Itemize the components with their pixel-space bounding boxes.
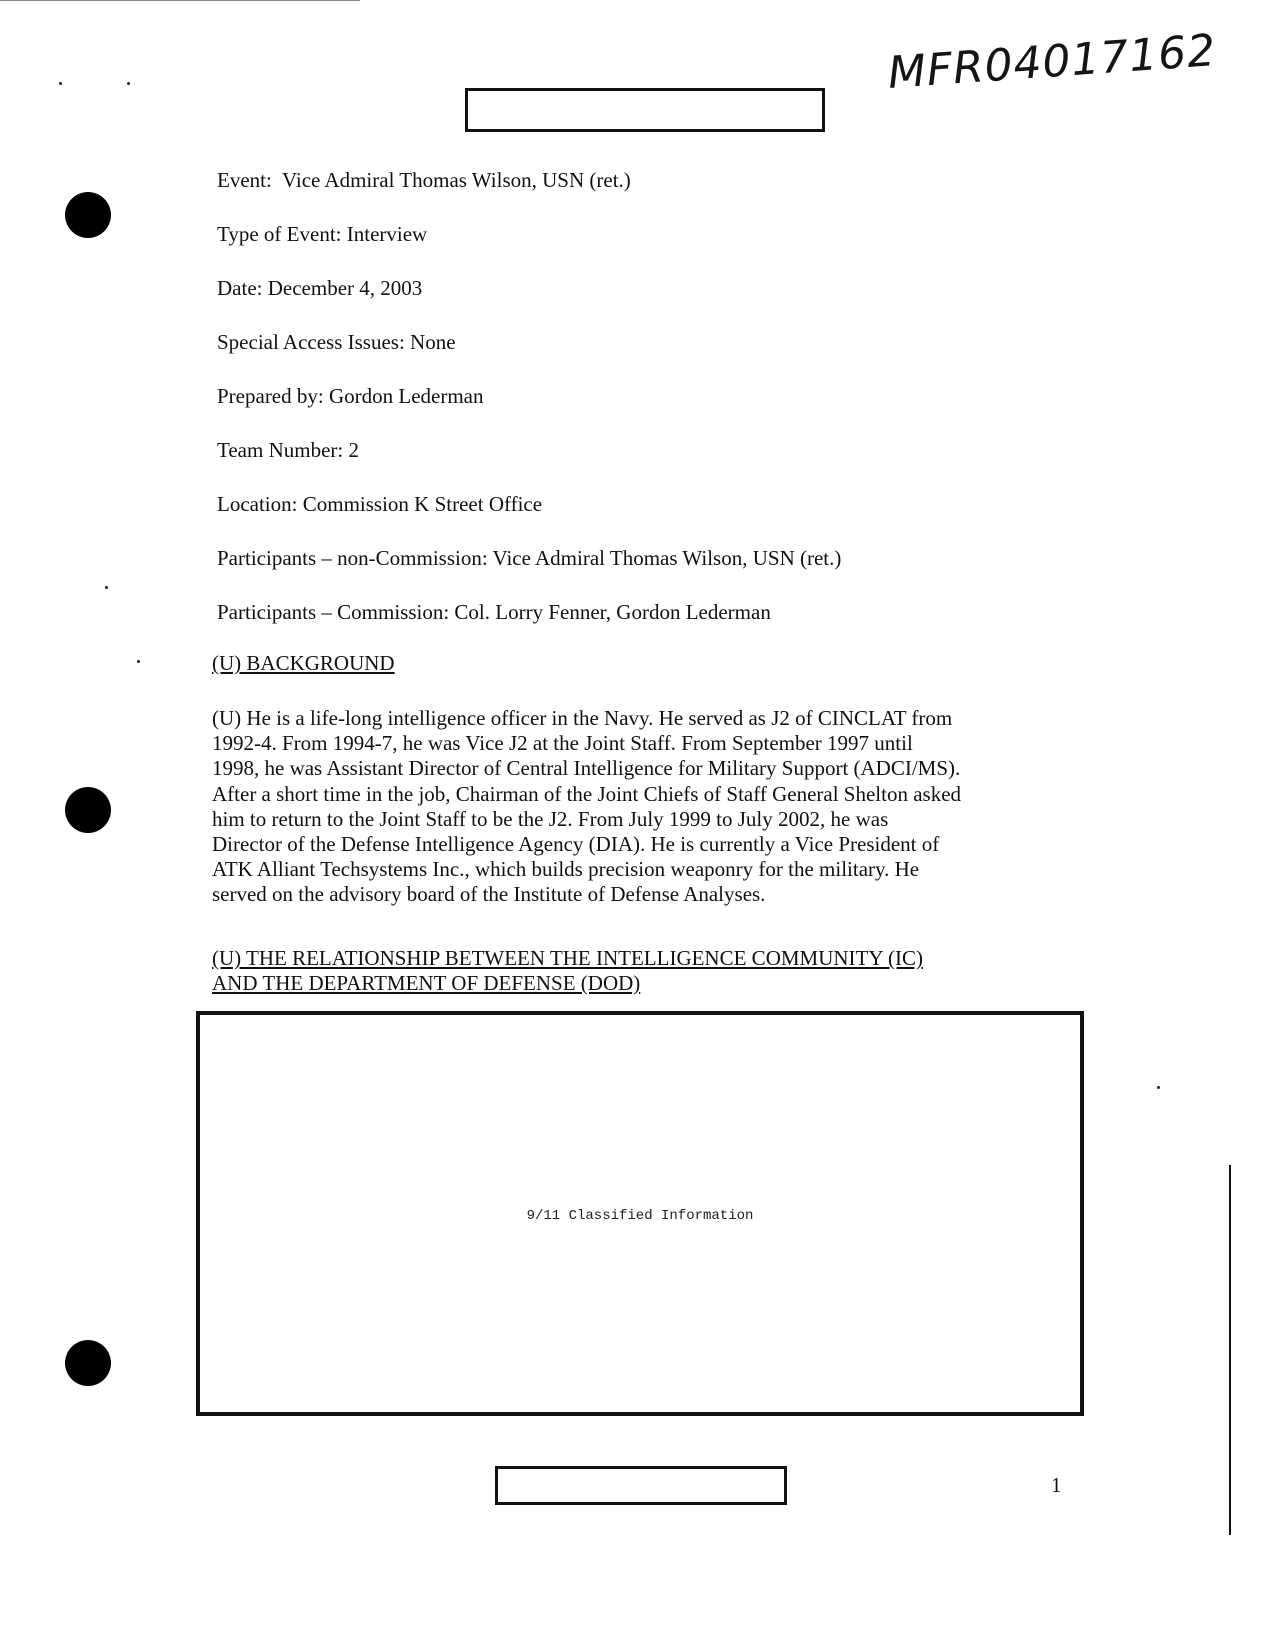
paragraph-line: Director of the Defense Intelligence Agency (DIA). He is currently a Vice President of	[212, 832, 940, 857]
paragraph-line: 1998, he was Assistant Director of Central Intelligence for Military Support (ADCI/MS).	[212, 756, 961, 781]
punch-hole-top	[65, 192, 111, 238]
field-label: Type of Event:	[217, 222, 342, 246]
punch-hole-middle	[65, 787, 111, 833]
field-special-access	[217, 329, 456, 355]
paragraph-line: served on the advisory board of the Institute of Defense Analyses.	[212, 882, 766, 907]
field-value: Interview	[346, 222, 428, 246]
scan-speck	[59, 82, 62, 85]
paragraph-line: (U) He is a life-long intelligence officer in the Navy. He served as J2 of CINCLAT from	[212, 706, 953, 730]
background-heading: (U) BACKGROUND	[212, 651, 395, 675]
field-type-of-event	[217, 221, 427, 247]
field-label: Prepared by:	[217, 384, 324, 408]
relationship-heading-line-1: (U) THE RELATIONSHIP BETWEEN THE INTELLIGENCE COMMUNITY (IC)	[212, 946, 923, 970]
field-value: Vice Admiral Thomas Wilson, USN (ret.)	[281, 168, 631, 192]
field-label: Team Number:	[217, 438, 344, 462]
field-label: Date:	[217, 276, 263, 300]
field-date	[217, 275, 422, 301]
field-participants-commission	[217, 599, 771, 625]
page-number: 1	[1051, 1473, 1062, 1497]
scan-speck	[137, 660, 140, 663]
field-value: Vice Admiral Thomas Wilson, USN (ret.)	[492, 546, 842, 570]
background-paragraph	[212, 706, 1072, 908]
field-participants-non-commission	[217, 545, 841, 571]
redaction-box-classified	[196, 1011, 1084, 1416]
field-label: Event:	[217, 168, 272, 192]
field-label: Participants – non-Commission:	[217, 546, 488, 570]
field-prepared-by	[217, 383, 484, 409]
punch-hole-bottom	[65, 1340, 111, 1386]
field-value: Gordon Lederman	[328, 384, 484, 408]
paragraph-line: ATK Alliant Techsystems Inc., which builds precision weaponry for the military. He	[212, 857, 920, 882]
field-location	[217, 491, 542, 517]
field-value: Commission K Street Office	[302, 492, 543, 516]
relationship-heading-line-2: AND THE DEPARTMENT OF DEFENSE (DOD)	[212, 971, 641, 995]
redaction-box-top	[465, 88, 825, 132]
paragraph-line: 1992-4. From 1994-7, he was Vice J2 at the Joint Staff. From September 1997 until	[212, 731, 913, 756]
paragraph-line: him to return to the Joint Staff to be the J2. From July 1999 to July 2002, he was	[212, 806, 889, 831]
field-event	[217, 167, 631, 193]
handwritten-document-id: MFR04017162	[886, 25, 1218, 99]
scan-right-edge-line	[1229, 1165, 1231, 1535]
classified-information-label: 9/11 Classified Information	[526, 1208, 754, 1224]
field-label: Participants – Commission:	[217, 600, 450, 624]
field-value: Col. Lorry Fenner, Gordon Lederman	[454, 600, 771, 624]
field-team-number	[217, 437, 359, 463]
scan-speck	[105, 586, 108, 589]
paragraph-line: After a short time in the job, Chairman of the Joint Chiefs of Staff General Shelton asked	[212, 781, 962, 806]
scan-speck	[1157, 1086, 1160, 1089]
scan-speck	[127, 82, 130, 85]
field-label: Location:	[217, 492, 298, 516]
field-label: Special Access Issues:	[217, 330, 405, 354]
field-value: December 4, 2003	[267, 276, 423, 300]
redaction-box-bottom	[495, 1466, 787, 1505]
field-value: None	[410, 330, 456, 354]
scan-top-edge	[0, 0, 360, 1]
field-value: 2	[348, 438, 359, 462]
